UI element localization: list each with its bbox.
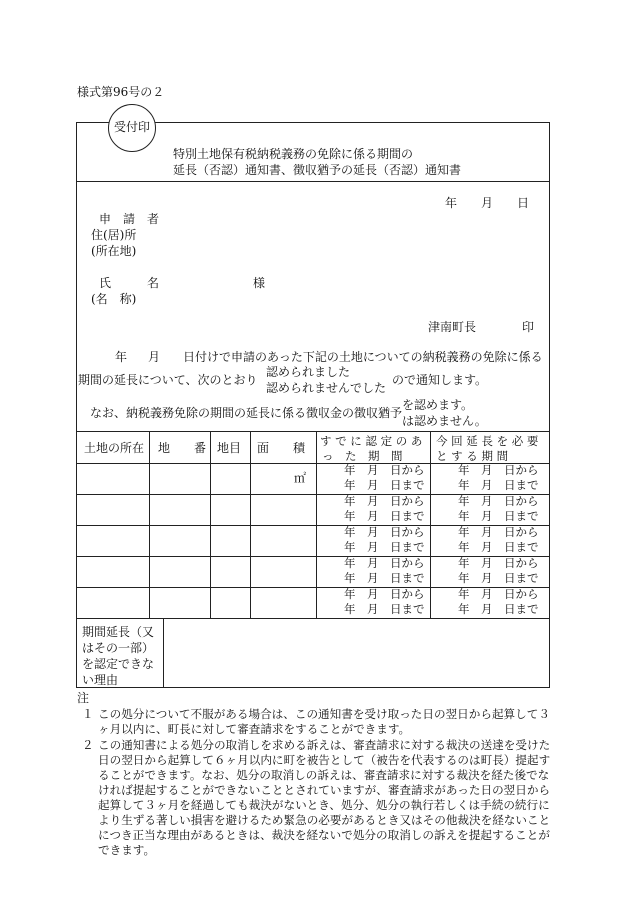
required-to: 年 月 日まで: [458, 602, 539, 616]
reason-label: 期間延長（又はその一部）を認定できない理由: [82, 625, 155, 687]
required-from: 年 月 日から: [458, 556, 539, 570]
table-top-line: [76, 431, 550, 432]
body-year: 年: [115, 350, 128, 364]
approved-from: 年 月 日から: [344, 525, 425, 539]
approved-to: 年 月 日まで: [344, 478, 425, 492]
approved-to: 年 月 日まで: [344, 509, 425, 523]
approved-from: 年 月 日から: [344, 494, 425, 508]
approved-to: 年 月 日まで: [344, 540, 425, 554]
title-divider: [76, 181, 550, 182]
header-area: 面 積: [257, 441, 306, 455]
option-nogrant: は認めません。: [402, 414, 487, 428]
col-line: [430, 431, 431, 618]
applicant-label: 申 請 者: [99, 212, 160, 226]
col-line: [149, 431, 150, 618]
corporate-name-label: (名 称): [91, 292, 137, 306]
required-to: 年 月 日まで: [458, 509, 539, 523]
area-unit: ㎡: [294, 471, 307, 485]
body-month: 月: [148, 350, 161, 364]
issuer-seal: 印: [522, 320, 535, 334]
approved-from: 年 月 日から: [344, 556, 425, 570]
option-approved: 認められました: [266, 365, 351, 379]
address-label: 住(居)所: [91, 228, 137, 242]
col-line: [210, 431, 211, 618]
table-bottom-line: [76, 618, 550, 619]
reason-divider: [163, 618, 164, 688]
notes-heading: 注: [77, 691, 90, 705]
note-item-1: [76, 707, 552, 737]
title-line-2: 延長（否認）通知書、徴収猶予の延長（否認）通知書: [173, 163, 462, 177]
issuer-title: 津南町長: [428, 320, 477, 334]
col-line: [250, 431, 251, 618]
date-month: 月: [481, 196, 494, 210]
required-from: 年 月 日から: [458, 587, 539, 601]
header-required-1: 今 回 延 長 を 必 要: [436, 434, 539, 448]
col-line: [316, 431, 317, 618]
body-line-3: なお、納税義務免除の期間の延長に係る徴収金の徴収猶予: [90, 406, 403, 420]
header-required-2: と す る 期 間: [436, 449, 509, 463]
note-text: この通知書による処分の取消しを求める訴えは、審査請求に対する裁決の送達を受けた日の翌日から起算して６ヶ月以内に町を被告として（被告を代表するのは町長）提起することができます。なお、処分の取消しの訴えは、審査請求に対する裁決を経た後でなければ提起することができないこととされていますが、審査請求があった日の翌日から起算して３ヶ月を経過しても裁決がないとき、処分、処分の執行若しくは手続の続行により生ずる著しい損害を避けるため緊急の必要があるとき又はその他裁決を経ないことにつき正当な理由があるときは、裁決を経ないで処分の取消しの訴えを提起することができます。: [98, 738, 551, 857]
honorific: 様: [253, 276, 266, 290]
header-approved-2: っ た 期 間: [322, 449, 403, 463]
note-number: １: [82, 707, 94, 721]
reception-stamp: [108, 104, 156, 152]
date-year: 年: [445, 196, 458, 210]
body-line-1: 日付けで申請のあった下記の土地についての納税義務の免除に係る: [183, 350, 543, 364]
header-category: 地目: [217, 441, 242, 455]
header-location: 土地の所在: [84, 441, 145, 455]
required-from: 年 月 日から: [458, 525, 539, 539]
header-approved-1: す で に 認 定 の あ: [320, 434, 423, 448]
option-grant: を認めます。: [402, 398, 474, 412]
form-number: 様式第96号の２: [77, 85, 165, 99]
approved-from: 年 月 日から: [344, 587, 425, 601]
title-line-1: 特別土地保有税納税義務の免除に係る期間の: [173, 147, 414, 161]
body-line-2-lead: 期間の延長について、次のとおり: [78, 373, 258, 387]
note-number: ２: [82, 738, 94, 752]
approved-to: 年 月 日まで: [344, 571, 425, 585]
required-to: 年 月 日まで: [458, 478, 539, 492]
body-line-2-tail: ので通知します。: [392, 373, 488, 387]
required-from: 年 月 日から: [458, 494, 539, 508]
required-to: 年 月 日まで: [458, 540, 539, 554]
approved-from: 年 月 日から: [344, 463, 425, 477]
approved-to: 年 月 日まで: [344, 602, 425, 616]
date-day: 日: [517, 196, 530, 210]
location-label: (所在地): [91, 244, 137, 258]
option-denied: 認められませんでした: [266, 381, 387, 395]
name-label: 氏 名: [99, 276, 160, 290]
note-item-2: [76, 738, 552, 858]
stamp-label: 受付印: [113, 120, 150, 134]
required-to: 年 月 日まで: [458, 571, 539, 585]
required-from: 年 月 日から: [458, 463, 539, 477]
header-lot: 地 番: [158, 441, 207, 455]
note-text: この処分について不服がある場合は、この通知書を受け取った日の翌日から起算して３ヶ月以内に、町長に対して審査請求をすることができます。: [98, 707, 550, 736]
